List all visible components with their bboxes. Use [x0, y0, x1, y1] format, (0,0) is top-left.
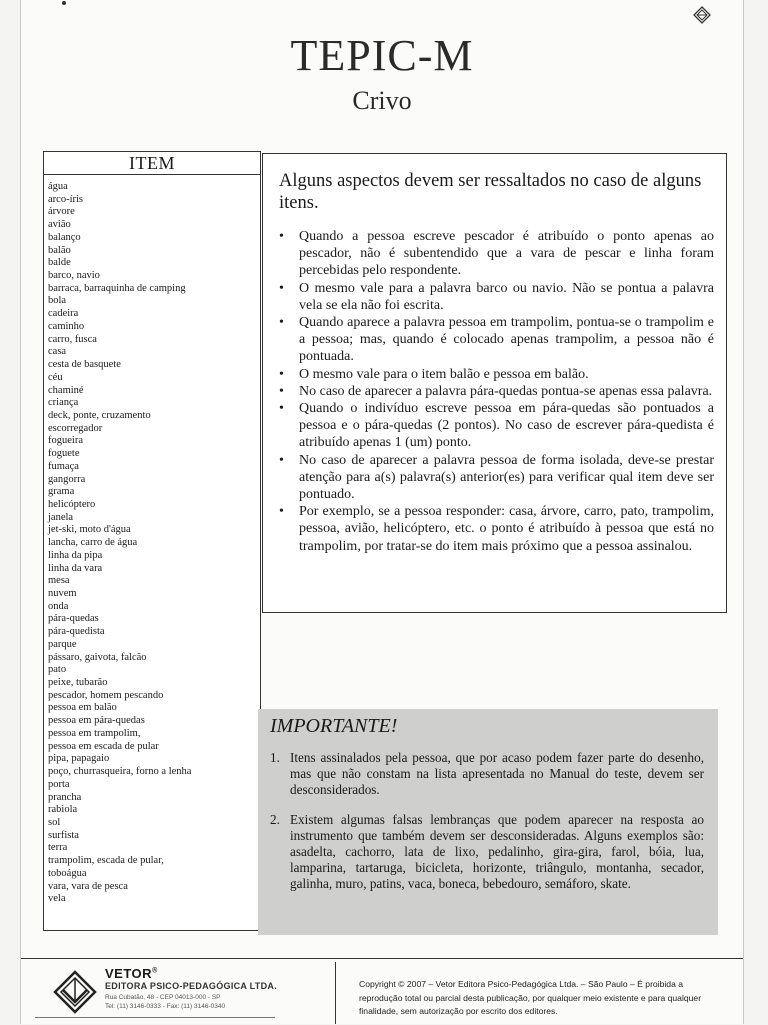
list-item: gangorra	[48, 473, 86, 485]
list-item: porta	[48, 778, 70, 790]
list-item: carro, fusca	[48, 333, 97, 345]
item-number: 1.	[270, 750, 280, 765]
list-item: vela	[48, 893, 66, 905]
important-text: Existem algumas falsas lembranças que podem aparecer na resposta ao instrumento que também devem ser desconsideradas. Alguns exemplos são: asadelta, cachorro, lata de lixo, pedalinho, gira-gira, farol, bóia, lua, lamparina, tartaruga, bicicleta, horizonte, triângulo, montanha, secador, galinha, muro, patins, vaca, boneca, bebedouro, semáforo, skate.	[290, 812, 704, 891]
bullet-text: O mesmo vale para a palavra barco ou navio. Não se pontua a palavra vela se ela não foi escrita.	[299, 280, 714, 313]
list-item: cadeira	[48, 308, 79, 320]
aspect-bullet	[279, 314, 714, 366]
list-item: pássaro, gaivota, falcão	[48, 651, 147, 663]
list-item: mesa	[48, 575, 70, 587]
item-panel-heading: ITEM	[44, 152, 260, 175]
important-text: Itens assinalados pela pessoa, que por acaso podem fazer parte do desenho, mas que não constam na lista apresentada no Manual do teste, devem ser desconsiderados.	[290, 750, 704, 797]
publisher-address	[105, 993, 225, 1011]
list-item: barraca, barraquinha de camping	[48, 282, 186, 294]
list-item: grama	[48, 486, 75, 498]
important-item	[270, 812, 704, 892]
footer-divider	[21, 958, 743, 959]
copyright-notice: Copyright © 2007 – Vetor Editora Psico-Pedagógica Ltda. – São Paulo – É proibida a reprodução total ou parcial desta publicação, por qualquer meio existente e para qualquer finalidade, sem autorização por escrito dos editores.	[359, 979, 702, 1016]
list-item: jet-ski, moto d'água	[48, 524, 131, 536]
list-item: cesta de basquete	[48, 359, 121, 371]
brand-label: VETOR	[105, 966, 153, 981]
list-item: fogueira	[48, 435, 83, 447]
list-item: pessoa em pára-quedas	[48, 715, 145, 727]
list-item: balanço	[48, 231, 81, 243]
page-subtitle: Crivo	[352, 86, 412, 115]
bullet-text: Quando a pessoa escreve pescador é atribuído o ponto apenas ao pescador, não é subentendido que a vara de pescar e linha foram percebidas pelo respondente.	[299, 229, 714, 279]
aspects-heading: Alguns aspectos devem ser ressaltados no caso de alguns itens.	[279, 171, 702, 213]
aspect-bullet	[279, 400, 714, 452]
bullet-marker: •	[279, 315, 284, 331]
aspects-bullet-list	[279, 228, 714, 555]
bullet-marker: •	[279, 401, 284, 417]
aspect-bullet	[279, 280, 714, 314]
item-panel	[43, 151, 261, 931]
list-item: prancha	[48, 791, 82, 803]
list-item: linha da vara	[48, 562, 103, 574]
aspects-panel	[262, 153, 727, 613]
list-item: onda	[48, 600, 69, 612]
list-item: surfista	[48, 829, 79, 841]
address-line: Rua Cubatão, 48 - CEP 04013-000 - SP	[105, 994, 221, 1001]
list-item: balde	[48, 257, 71, 269]
list-item: chaminé	[48, 384, 84, 396]
list-item: pato	[48, 664, 67, 676]
important-list	[270, 750, 704, 892]
list-item: peixe, tubarão	[48, 677, 108, 689]
bullet-marker: •	[279, 229, 284, 244]
list-item: foguete	[48, 448, 80, 460]
list-item: pipa, papagaio	[48, 753, 110, 765]
publisher-name: EDITORA PSICO-PEDAGÓGICA LTDA.	[105, 981, 278, 991]
bullet-marker: •	[279, 504, 284, 520]
bullet-text: No caso de aparecer a palavra pessoa de forma isolada, deve-se prestar atenção para a(s) palavra(s) anterior(es) para verificar qual item deve ser pontuado.	[299, 452, 714, 503]
bullet-marker: •	[279, 452, 284, 468]
important-heading: IMPORTANTE!	[270, 715, 398, 737]
list-item: bola	[48, 295, 67, 307]
list-item: pessoa em trampolim,	[48, 727, 141, 739]
list-item: pessoa em balão	[48, 702, 117, 714]
list-item: escorregador	[48, 422, 103, 434]
bullet-marker: •	[279, 383, 284, 399]
important-item	[270, 750, 704, 798]
vetor-logo-icon	[53, 970, 97, 1014]
aspect-bullet	[279, 383, 714, 400]
page-title: TEPIC-M	[290, 31, 474, 80]
bullet-text: Quando aparece a palavra pessoa em trampolim, pontua-se o trampolim e a pessoa; mas, quando é colocado apenas trampolim, a pessoa não é pontuada.	[299, 315, 714, 365]
list-item: arco-íris	[48, 193, 83, 205]
aspect-bullet	[279, 228, 714, 280]
list-item: céu	[48, 371, 63, 383]
list-item: fumaça	[48, 460, 79, 472]
phone-line: Tel: (11) 3146-0333 - Fax: (11) 3146-0340	[105, 1003, 226, 1010]
list-item: linha da pipa	[48, 549, 103, 561]
list-item: pára-quedas	[48, 613, 99, 625]
aspect-bullet	[279, 503, 714, 555]
publisher-block	[35, 962, 336, 1024]
item-list	[44, 175, 260, 906]
list-item: água	[48, 181, 68, 192]
diamond-mark-icon	[693, 6, 711, 24]
registered-mark: ®	[152, 967, 158, 975]
list-item: parque	[48, 638, 77, 650]
bullet-marker: •	[279, 366, 284, 382]
list-item: terra	[48, 842, 68, 854]
list-item: pessoa em escada de pular	[48, 740, 159, 752]
list-item: trampolim, escada de pular,	[48, 855, 164, 867]
list-item: criança	[48, 397, 79, 409]
list-item: rabiola	[48, 804, 78, 816]
list-item: helicóptero	[48, 498, 96, 510]
list-item: barco, navio	[48, 270, 100, 282]
list-item: sol	[48, 816, 61, 828]
item-number: 2.	[270, 812, 280, 827]
bullet-text: No caso de aparecer a palavra pára-quedas pontua-se apenas essa palavra.	[299, 383, 713, 399]
aspect-bullet	[279, 452, 714, 504]
list-item: árvore	[48, 206, 75, 218]
important-panel	[258, 709, 718, 935]
list-item: casa	[48, 346, 67, 358]
list-item: vara, vara de pesca	[48, 880, 128, 892]
registration-mark-icon	[57, 0, 71, 14]
list-item: toboágua	[48, 867, 87, 879]
list-item: deck, ponte, cruzamento	[48, 409, 151, 421]
bullet-text: Quando o indivíduo escreve pessoa em pára-quedas são pontuados a pessoa e o pára-quedas (2 pontos). No caso de escrever pára-quedista é atribuído apenas 1 (um) ponto.	[299, 401, 714, 451]
bullet-marker: •	[279, 280, 284, 296]
list-item: pescador, homem pescando	[48, 689, 164, 701]
list-item: avião	[48, 219, 71, 231]
list-item: caminho	[48, 320, 85, 332]
list-item: lancha, carro de água	[48, 537, 138, 549]
list-item: janela	[48, 511, 74, 523]
list-item: pára-quedista	[48, 626, 105, 638]
list-item: poço, churrasqueira, forno a lenha	[48, 766, 192, 778]
list-item: balão	[48, 244, 71, 256]
brand-name	[105, 966, 158, 981]
list-item: nuvem	[48, 588, 77, 599]
aspect-bullet	[279, 366, 714, 383]
document-page	[20, 0, 744, 1024]
bullet-text: Por exemplo, se a pessoa responder: casa, árvore, carro, pato, trampolim, pessoa, avião, helicóptero, etc. o ponto é atribuído à pessoa que está no trampolim, por tratar-se do item mais próximo que a pessoa assinalou.	[299, 504, 714, 554]
bullet-text: O mesmo vale para o item balão e pessoa em balão.	[299, 366, 589, 382]
